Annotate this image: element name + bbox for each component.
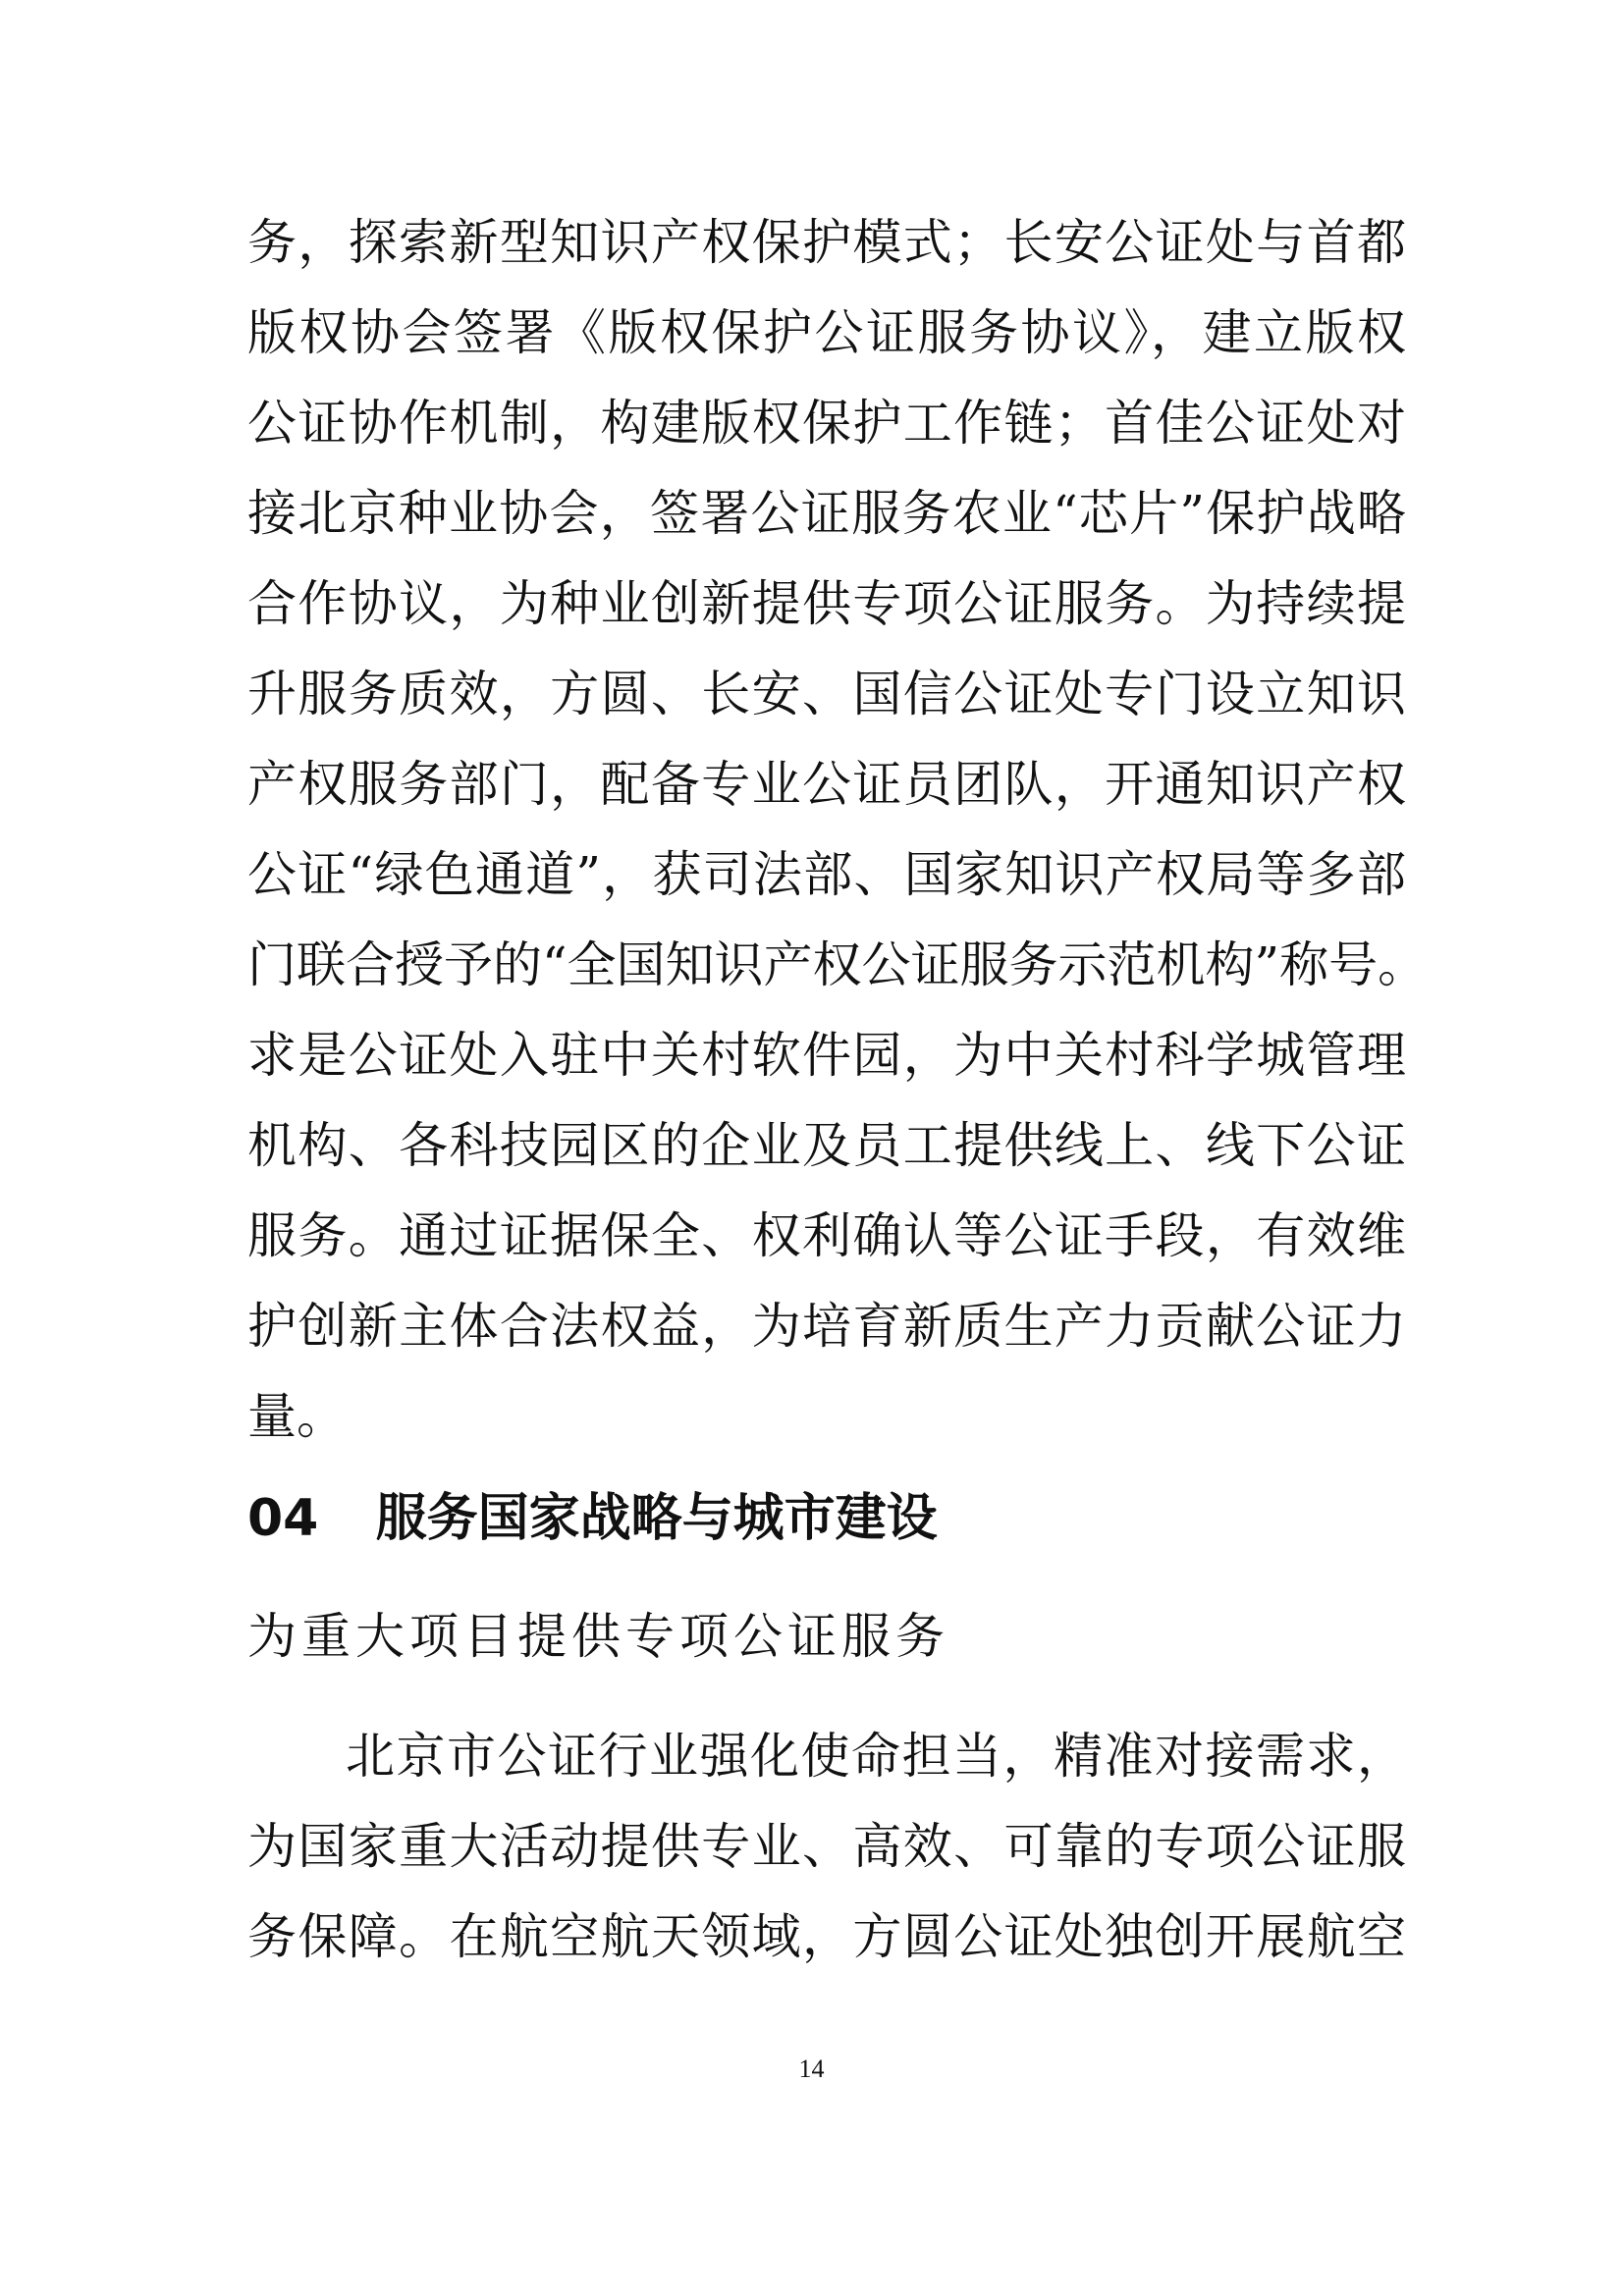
- paragraph-line: 护创新主体合法权益，为培育新质生产力贡献公证力: [247, 1298, 1406, 1355]
- paragraph-line: 为国家重大活动提供专业、高效、可靠的专项公证服: [247, 1818, 1406, 1875]
- paragraph-line: 产权服务部门，配备专业公证员团队，开通知识产权: [247, 756, 1406, 813]
- paragraph-line: 版权协会签署《版权保护公证服务协议》，建立版权: [247, 304, 1406, 361]
- paragraph-line: 公证“绿色通道”，获司法部、国家知识产权局等多部: [247, 846, 1406, 903]
- section-title: 服务国家战略与城市建设: [375, 1489, 938, 1548]
- paragraph-line: 量。: [247, 1388, 346, 1445]
- section-number: 04: [247, 1489, 319, 1548]
- subsection-heading: 为重大项目提供专项公证服务: [247, 1608, 949, 1665]
- paragraph-line: 求是公证处入驻中关村软件园，为中关村科学城管理: [247, 1027, 1406, 1084]
- paragraph-line: 合作协议，为种业创新提供专项公证服务。为持续提: [247, 575, 1406, 632]
- section-heading: [247, 1484, 938, 1553]
- paragraph-line: 接北京种业协会，签署公证服务农业“芯片”保护战略: [247, 485, 1406, 542]
- paragraph-line: 机构、各科技园区的企业及员工提供线上、线下公证: [247, 1117, 1406, 1174]
- paragraph-line: 北京市公证行业强化使命担当，精准对接需求，: [346, 1728, 1406, 1785]
- paragraph-line: 公证协作机制，构建版权保护工作链；首佳公证处对: [247, 395, 1406, 452]
- paragraph-line: 门联合授予的“全国知识产权公证服务示范机构”称号。: [247, 936, 1428, 993]
- paragraph-line: 务保障。在航空航天领域，方圆公证处独创开展航空: [247, 1908, 1406, 1965]
- paragraph-line: 务，探索新型知识产权保护模式；长安公证处与首都: [247, 214, 1406, 271]
- paragraph-line: 服务。通过证据保全、权利确认等公证手段，有效维: [247, 1207, 1406, 1264]
- paragraph-line: 升服务质效，方圆、长安、国信公证处专门设立知识: [247, 666, 1406, 722]
- page-number: 14: [798, 2055, 825, 2083]
